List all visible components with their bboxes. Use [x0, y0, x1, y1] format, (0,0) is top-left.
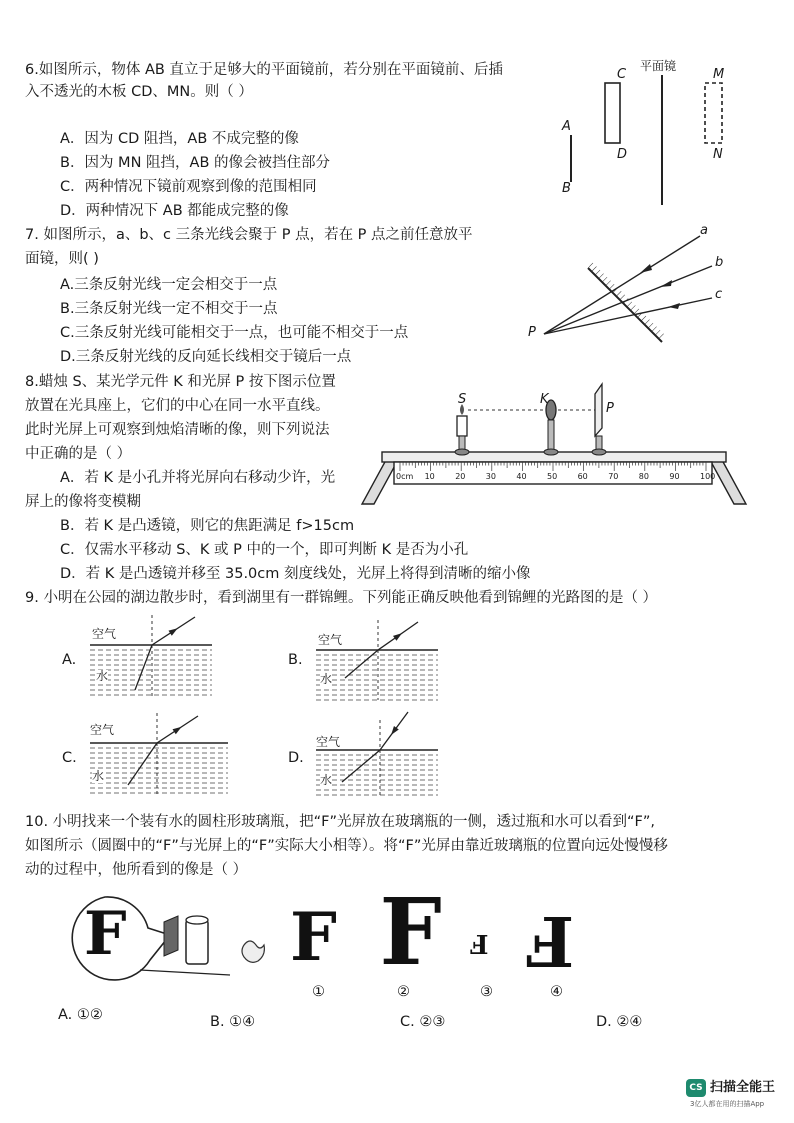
image-option-3: F: [470, 928, 489, 958]
num-1: ①: [312, 984, 325, 1000]
q10-stem-line3: 动的过程中，他所看到的像是（ ）: [25, 862, 248, 878]
ruler-number: 80: [638, 472, 649, 481]
q8-option-d: D．若 K 是凸透镜并移至 35.0cm 刻度线处，光屏上将得到清晰的缩小像: [60, 566, 531, 582]
bottle-top: [186, 916, 208, 924]
image-option-4: F: [526, 900, 575, 980]
label-c: C: [617, 67, 627, 82]
q9-air-c: 空气: [90, 723, 115, 737]
q9-air-d: 空气: [316, 735, 341, 749]
ruler-number: 90: [669, 472, 680, 481]
q9-stem: 9. 小明在公园的湖边散步时，看到湖里有一群锦鲤。下列能正确反映他看到锦鲤的光路图的是（ ）: [25, 590, 658, 606]
num-2: ②: [397, 984, 410, 1000]
app-tagline: 3亿人都在用的扫描App: [690, 1100, 765, 1108]
label-k: K: [540, 392, 549, 407]
q9-label-d: D.: [288, 750, 304, 766]
q9-water-d: 水: [320, 773, 333, 787]
q7-option-d: D.三条反射光线的反向延长线相交于镜后一点: [60, 349, 352, 365]
q10-answer-b: B. ①④: [210, 1014, 256, 1030]
num-3: ③: [480, 984, 493, 1000]
image-option-1: F: [290, 898, 337, 976]
q7-stem-line2: 面镜，则( ): [25, 251, 99, 267]
q9-air-a: 空气: [92, 627, 117, 641]
app-name: 扫描全能王: [710, 1080, 776, 1095]
q7-stem-line1: 7. 如图所示，a、b、c 三条光线会聚于 P 点，若在 P 点之前任意放平: [25, 227, 473, 243]
label-p: P: [606, 401, 614, 416]
q7-option-c: C.三条反射光线可能相交于一点，也可能不相交于一点: [60, 325, 409, 341]
label-m: M: [713, 67, 725, 82]
image-option-2: F: [379, 878, 442, 986]
q6-stem-line1: 6.如图所示，物体 AB 直立于足够大的平面镜前，若分别在平面镜前、后插: [25, 62, 503, 78]
cs-logo-icon: CS: [686, 1079, 706, 1097]
q9-water-b: 水: [320, 672, 333, 686]
q6-stem-line2: 入不透光的木板 CD、MN。则（ ）: [25, 84, 253, 100]
label-n: N: [713, 147, 723, 162]
q10-answer-d: D. ②④: [596, 1014, 643, 1030]
ruler-number: 50: [547, 472, 558, 481]
q6-option-b: B．因为 MN 阻挡，AB 的像会被挡住部分: [60, 155, 330, 171]
q9-label-b: B.: [288, 652, 303, 668]
ruler-unit: 0cm: [396, 472, 414, 481]
ruler-number: 10: [424, 472, 435, 481]
q8-option-c: C．仅需水平移动 S、K 或 P 中的一个，即可判断 K 是否为小孔: [60, 542, 469, 558]
ruler-number: 20: [455, 472, 466, 481]
label-b: B: [562, 181, 571, 196]
f-screen-card: [164, 916, 178, 956]
q7-option-b: B.三条反射光线一定不相交于一点: [60, 301, 278, 317]
q8-option-a-line2: 屏上的像将变模糊: [25, 494, 141, 510]
label-d: D: [617, 147, 628, 162]
q8-stem-line4: 中正确的是（ ）: [25, 446, 132, 462]
q7-option-a: A.三条反射光线一定会相交于一点: [60, 277, 278, 293]
label-point-p: P: [528, 325, 536, 340]
q9-air-b: 空气: [318, 633, 343, 647]
ruler-number: 60: [577, 472, 588, 481]
ruler-number: 40: [516, 472, 527, 481]
glass-bottle: [186, 920, 208, 964]
label-ray-a: a: [700, 223, 708, 238]
q9-label-c: C.: [62, 750, 77, 766]
q8-option-b: B．若 K 是凸透镜，则它的焦距满足 f>15cm: [60, 518, 355, 534]
f-in-circle: F: [84, 899, 127, 969]
q8-stem-line2: 放置在光具座上，它们的中心在同一水平直线。: [25, 398, 330, 414]
label-ray-c: c: [715, 287, 723, 302]
table-line: [140, 970, 230, 975]
q10-answer-a: A. ①②: [58, 1007, 103, 1023]
q9-water-c: 水: [92, 769, 105, 783]
q10-stem-line2: 如图所示（圆圈中的“F”与光屏上的“F”实际大小相等）。将“F”光屏由靠近玻璃瓶的位置向远处慢慢移: [25, 838, 668, 854]
label-s: S: [458, 392, 467, 407]
ruler-number: 70: [608, 472, 619, 481]
hand-icon: [242, 941, 264, 962]
q8-option-a-line1: A．若 K 是小孔并将光屏向右移动少许，光: [60, 470, 336, 486]
ruler-number: 100: [700, 472, 716, 481]
q9-water-a: 水: [96, 669, 109, 683]
q8-stem-line3: 此时光屏上可观察到烛焰清晰的像，则下列说法: [25, 422, 330, 438]
q6-option-d: D．两种情况下 AB 都能成完整的像: [60, 203, 289, 219]
q6-option-c: C．两种情况下镜前观察到像的范围相同: [60, 179, 317, 195]
mirror-label: 平面镜: [640, 59, 677, 73]
label-ray-b: b: [715, 255, 724, 270]
q9-label-a: A.: [62, 652, 77, 668]
ruler-number: 30: [485, 472, 496, 481]
q10-stem-line1: 10. 小明找来一个装有水的圆柱形玻璃瓶，把“F”光屏放在玻璃瓶的一侧，透过瓶和水可以看到“F”,: [25, 814, 656, 830]
q6-option-a: A．因为 CD 阻挡，AB 不成完整的像: [60, 131, 299, 147]
num-4: ④: [550, 984, 563, 1000]
q8-stem-line1: 8.蜡烛 S、某光学元件 K 和光屏 P 按下图示位置: [25, 374, 336, 390]
label-a: A: [562, 119, 571, 134]
q10-answer-c: C. ②③: [400, 1014, 446, 1030]
